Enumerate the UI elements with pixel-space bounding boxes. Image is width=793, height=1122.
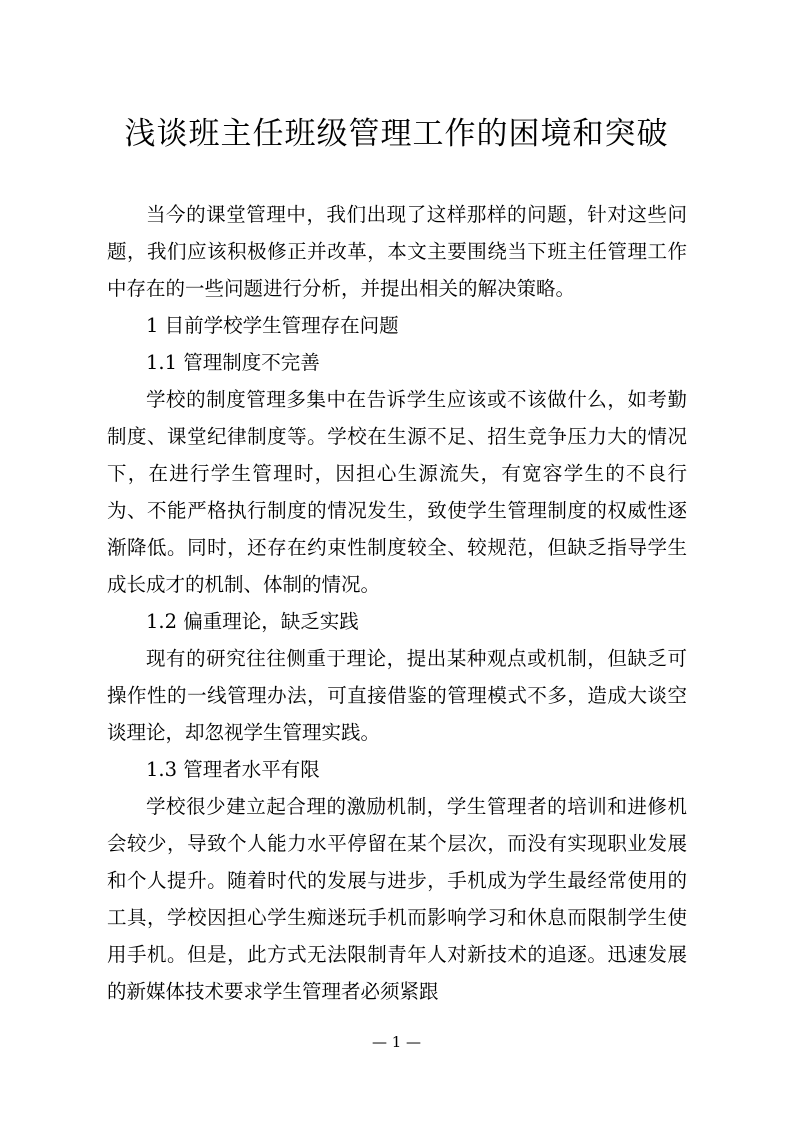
heading-section-1-1: 1.1 管理制度不完善 [146, 351, 320, 374]
document-title: 浅谈班主任班级管理工作的困境和突破 [124, 116, 669, 152]
heading-section-1-2: 1.2 偏重理论，缺乏实践 [146, 610, 359, 633]
paragraph-section-1-2: 现有的研究往往侧重于理论，提出某种观点或机制，但缺乏可操作性的一线管理办法，可直接借鉴的管理模式不多，造成大谈空谈理论，却忽视学生管理实践。 [107, 647, 687, 744]
paragraph-section-1-3: 学校很少建立起合理的激励机制，学生管理者的培训和进修机会较少，导致个人能力水平停留在某个层次，而没有实现职业发展和个人提升。随着时代的发展与进步，手机成为学生最经常使用的工具，学校因担心学生痴迷玩手机而影响学习和休息而限制学生使用手机。但是，此方式无法限制青年人对新技术的追逐。迅速发展的新媒体技术要求学生管理者必须紧跟 [107, 795, 687, 1003]
paragraph-intro: 当今的课堂管理中，我们出现了这样那样的问题，针对这些问题，我们应该积极修正并改革，本文主要围绕当下班主任管理工作中存在的一些问题进行分析，并提出相关的解决策略。 [107, 203, 687, 300]
page-number: — 1 — [371, 1033, 422, 1051]
paragraph-section-1-1: 学校的制度管理多集中在告诉学生应该或不该做什么，如考勤制度、课堂纪律制度等。学校在生源不足、招生竞争压力大的情况下，在进行学生管理时，因担心生源流失，有宽容学生的不良行为、不能严格执行制度的情况发生，致使学生管理制度的权威性逐渐降低。同时，还存在约束性制度较全、较规范，但缺乏指导学生成长成才的机制、体制的情况。 [107, 388, 687, 596]
document-body [107, 196, 687, 1010]
heading-section-1-3: 1.3 管理者水平有限 [146, 758, 320, 781]
heading-section-1: 1 目前学校学生管理存在问题 [146, 314, 399, 337]
